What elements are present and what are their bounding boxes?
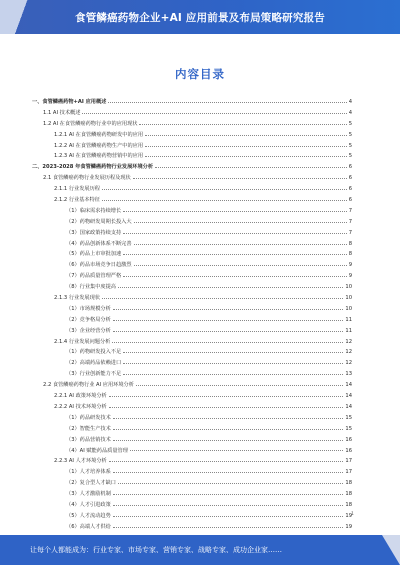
- toc-entry-page: 18: [345, 491, 352, 498]
- toc-leader-dots: [145, 156, 347, 157]
- toc-entry-label: （2）复合型人才缺口: [66, 478, 117, 489]
- toc-leader-dots: [130, 450, 343, 451]
- toc-entry[interactable]: [32, 522, 352, 533]
- toc-entry-page: 6: [348, 197, 352, 204]
- toc-entry-label: （1）市场规模分析: [66, 304, 112, 315]
- toc-entry-label: 2.1.3 行业发展现状: [54, 293, 101, 304]
- toc-leader-dots: [102, 189, 347, 190]
- toc-leader-dots: [134, 222, 347, 223]
- toc-leader-dots: [82, 113, 346, 114]
- toc-entry-page: 7: [348, 229, 352, 236]
- toc-leader-dots: [123, 254, 347, 255]
- toc-entry-label: 2.2.3 AI 人才环境分析: [54, 456, 108, 467]
- toc-entry-page: 5: [348, 153, 352, 160]
- toc-entry-label: （2）高端药品依赖进口: [66, 358, 122, 369]
- toc-leader-dots: [136, 385, 343, 386]
- toc-entry-page: 12: [345, 360, 352, 367]
- footer-slogan: 让每个人都能成为：行业专家、市场专家、营销专家、战略专家、成功企业家……: [30, 546, 282, 554]
- toc-leader-dots: [123, 276, 347, 277]
- toc-entry-label: （2）智能生产技术: [66, 424, 112, 435]
- toc-leader-dots: [155, 167, 347, 168]
- toc-entry-label: 2.1.2 行业基本特征: [54, 195, 101, 206]
- toc-leader-dots: [123, 352, 343, 353]
- toc-entry-label: （1）人才培养体系: [66, 467, 112, 478]
- toc-entry-label: 2.1.1 行业发展历程: [54, 184, 101, 195]
- toc-entry-page: 7: [348, 218, 352, 225]
- toc-entry[interactable]: [32, 130, 352, 141]
- toc-leader-dots: [118, 483, 343, 484]
- toc-entry-page: 19: [345, 512, 352, 519]
- toc-entry[interactable]: [32, 391, 352, 402]
- toc-entry-page: 7: [348, 207, 352, 214]
- toc-entry-label: 2.2.1 AI 政策环境分析: [54, 391, 108, 402]
- toc-entry[interactable]: [32, 162, 352, 173]
- toc-entry-page: 4: [348, 109, 352, 116]
- toc-leader-dots: [113, 331, 344, 332]
- toc-entry[interactable]: [32, 271, 352, 282]
- toc-entry-page: 12: [345, 338, 352, 345]
- toc-leader-dots: [109, 407, 344, 408]
- toc-entry[interactable]: [32, 184, 352, 195]
- toc-entry[interactable]: [32, 239, 352, 250]
- toc-entry-page: 19: [345, 523, 352, 530]
- toc-leader-dots: [145, 146, 347, 147]
- toc-entry-page: 16: [345, 447, 352, 454]
- toc-entry[interactable]: [32, 326, 352, 337]
- toc-leader-dots: [109, 461, 344, 462]
- toc-entry-label: （4）药品创新体系不断完善: [66, 239, 133, 250]
- toc-entry-page: 14: [345, 403, 352, 410]
- toc-entry-page: 11: [345, 327, 352, 334]
- toc-entry[interactable]: [32, 228, 352, 239]
- toc-entry-label: （5）药品上市审批加速: [66, 249, 122, 260]
- toc-entry-label: 1.2 AI 在食管鳞癌药物行业中的应用现状: [43, 119, 138, 130]
- toc-entry[interactable]: [32, 435, 352, 446]
- toc-entry-page: 6: [348, 175, 352, 182]
- report-header: [0, 0, 400, 34]
- toc-entry-page: 18: [345, 480, 352, 487]
- toc-leader-dots: [102, 200, 347, 201]
- toc-entry-label: （3）行业创新能力不足: [66, 369, 122, 380]
- toc-entry-page: 5: [348, 131, 352, 138]
- toc-leader-dots: [108, 102, 346, 103]
- toc-leader-dots: [118, 287, 343, 288]
- toc-entry-label: （2）药物研发周期长投入大: [66, 217, 133, 228]
- toc-entry-page: 13: [345, 371, 352, 378]
- toc-entry-label: 1.2.1 AI 在食管鳞癌药物研发中的应用: [54, 130, 144, 141]
- toc-leader-dots: [113, 309, 344, 310]
- toc-leader-dots: [113, 440, 344, 441]
- toc-entry-label: （4）人才引进政策: [66, 500, 112, 511]
- toc-entry-label: （3）人才激励机制: [66, 489, 112, 500]
- toc-entry-page: 8: [348, 240, 352, 247]
- toc-entry-page: 14: [345, 393, 352, 400]
- toc-entry-page: 15: [345, 425, 352, 432]
- toc-entry[interactable]: [32, 249, 352, 260]
- toc-entry-page: 8: [348, 251, 352, 258]
- toc-entry-label: 2.1 食管鳞癌药物行业发展历程及现状: [43, 173, 132, 184]
- toc-entry-label: （8）行业集中度提高: [66, 282, 117, 293]
- toc-entry-label: 一、食管鳞癌药物+AI 应用概述: [32, 97, 107, 108]
- toc-leader-dots: [139, 124, 346, 125]
- page-number: 1: [351, 512, 354, 517]
- toc-entry-page: 10: [345, 305, 352, 312]
- toc-leader-dots: [123, 374, 343, 375]
- toc-entry[interactable]: [32, 173, 352, 184]
- toc-entry[interactable]: [32, 217, 352, 228]
- toc-entry-label: （5）人才流动趋势: [66, 511, 112, 522]
- toc-entry[interactable]: [32, 467, 352, 478]
- toc-entry-label: 1.2.2 AI 在食管鳞癌药物生产中的应用: [54, 141, 144, 152]
- toc-entry[interactable]: [32, 282, 352, 293]
- toc-entry[interactable]: [32, 141, 352, 152]
- toc-entry-page: 9: [348, 273, 352, 280]
- toc-leader-dots: [133, 178, 347, 179]
- toc-entry[interactable]: [32, 119, 352, 130]
- toc-entry[interactable]: [32, 380, 352, 391]
- toc-leader-dots: [113, 505, 344, 506]
- toc-entry[interactable]: [32, 97, 352, 108]
- toc-entry-page: 12: [345, 349, 352, 356]
- toc-entry-page: 6: [348, 186, 352, 193]
- report-title: 食管鳞癌药物企业+AI 应用前景及布局策略研究报告: [75, 11, 325, 24]
- toc-leader-dots: [113, 516, 344, 517]
- toc-entry-page: 11: [345, 316, 352, 323]
- toc-entry[interactable]: [32, 500, 352, 511]
- toc-leader-dots: [123, 363, 343, 364]
- toc-entry-page: 4: [348, 99, 352, 105]
- toc-entry[interactable]: [32, 424, 352, 435]
- toc-entry[interactable]: [32, 446, 352, 457]
- toc-entry-label: 1.1 AI 技术概述: [43, 108, 81, 119]
- toc-entry-page: 14: [345, 382, 352, 389]
- toc-entry[interactable]: [32, 489, 352, 500]
- toc-leader-dots: [113, 494, 344, 495]
- header-decoration: [0, 0, 56, 34]
- toc-entry-page: 5: [348, 120, 352, 127]
- footer-decoration: [382, 535, 400, 565]
- toc-entry[interactable]: [32, 337, 352, 348]
- toc-entry[interactable]: [32, 206, 352, 217]
- toc-entry[interactable]: [32, 315, 352, 326]
- toc-entry[interactable]: [32, 304, 352, 315]
- toc-leader-dots: [113, 472, 344, 473]
- toc-entry[interactable]: [32, 478, 352, 489]
- toc-leader-dots: [112, 342, 343, 343]
- toc-entry-label: （4）AI 赋能药品质量管理: [66, 446, 129, 457]
- toc-entry-label: 2.2 食管鳞癌药物行业 AI 应用环境分析: [43, 380, 135, 391]
- toc-leader-dots: [102, 298, 343, 299]
- toc-leader-dots: [109, 396, 344, 397]
- toc-leader-dots: [113, 320, 344, 321]
- toc-leader-dots: [134, 244, 347, 245]
- toc-entry-label: （1）临床需求持续增长: [66, 206, 122, 217]
- toc-entry-label: 2.1.4 行业发展问题分析: [54, 337, 111, 348]
- toc-entry-label: （3）药品营销技术: [66, 435, 112, 446]
- toc-title: 内容目录: [175, 67, 225, 81]
- toc-entry-label: （6）药品市场竞争日趋激烈: [66, 260, 133, 271]
- toc-entry-label: 2.2.2 AI 技术环境分析: [54, 402, 108, 413]
- toc-entry[interactable]: [32, 511, 352, 522]
- toc-entry[interactable]: [32, 413, 352, 424]
- toc-entry-page: 17: [345, 469, 352, 476]
- toc-entry[interactable]: [32, 402, 352, 413]
- toc-entry-label: 1.2.3 AI 在食管鳞癌药物营销中的应用: [54, 151, 144, 162]
- toc-leader-dots: [123, 211, 347, 212]
- toc-entry-page: 5: [348, 142, 352, 149]
- toc-leader-dots: [123, 233, 347, 234]
- toc-leader-dots: [113, 418, 344, 419]
- toc-entry[interactable]: [32, 195, 352, 206]
- toc-entry[interactable]: [32, 151, 352, 162]
- toc-leader-dots: [113, 429, 344, 430]
- toc-entry-label: （1）药物研发投入不足: [66, 347, 122, 358]
- toc-entry-label: （3）企业经营分析: [66, 326, 112, 337]
- toc-leader-dots: [145, 135, 347, 136]
- toc-entry-page: 10: [345, 295, 352, 302]
- toc-entry[interactable]: [32, 358, 352, 369]
- toc-entry[interactable]: [32, 369, 352, 380]
- toc-entry-label: （3）国家政策持续支持: [66, 228, 122, 239]
- toc-entry[interactable]: [32, 456, 352, 467]
- toc-entry-page: 16: [345, 436, 352, 443]
- toc-entry-label: 二、2023-2028 年食管鳞癌药物行业发展环境分析: [32, 162, 154, 173]
- toc-entry-page: 6: [348, 164, 352, 171]
- toc-entry-page: 18: [345, 501, 352, 508]
- toc-entry-label: （2）竞争格局分析: [66, 315, 112, 326]
- toc-entry[interactable]: [32, 293, 352, 304]
- toc-leader-dots: [134, 265, 347, 266]
- toc-entry-page: 9: [348, 262, 352, 269]
- toc-entry-page: 17: [345, 458, 352, 465]
- toc-leader-dots: [113, 527, 344, 528]
- toc-entry-page: 10: [345, 284, 352, 291]
- toc-entry[interactable]: [32, 260, 352, 271]
- toc-entry[interactable]: [32, 347, 352, 358]
- footer-banner: [0, 535, 400, 565]
- toc-entry-page: 15: [345, 414, 352, 421]
- table-of-contents: [32, 97, 352, 533]
- toc-entry-label: （6）高端人才供给: [66, 522, 112, 533]
- toc-entry-label: （1）药品研发技术: [66, 413, 112, 424]
- toc-entry[interactable]: [32, 108, 352, 119]
- toc-entry-label: （7）药品质量管理严格: [66, 271, 122, 282]
